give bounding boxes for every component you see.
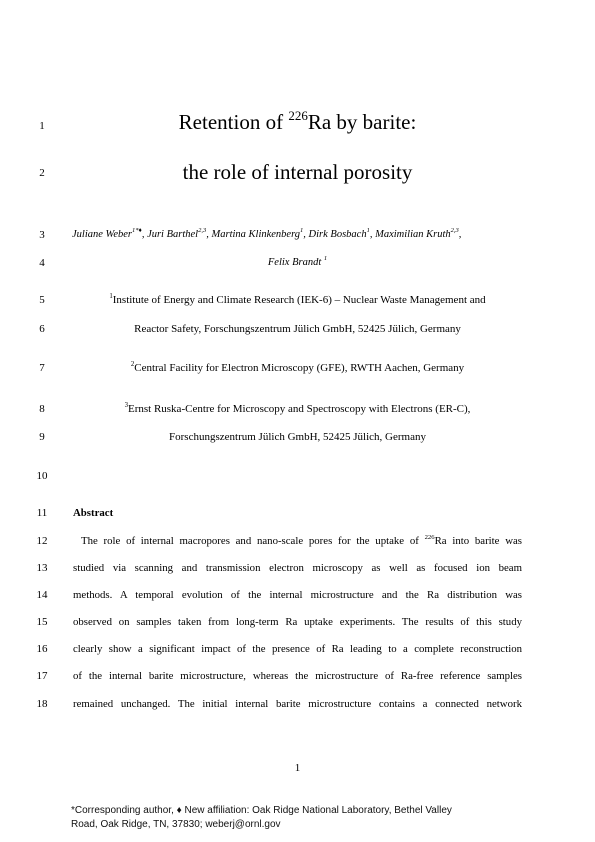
line-number: 9 — [39, 431, 45, 443]
author-list-line-1: Juliane Weber$^{1*♦}$, Juri Barthel$^{2,3}$, Martina Klinkenberg$^1$, Dirk Bosbach$^1$, Maximilian Kruth$^{2,3}$, — [72, 226, 462, 240]
abstract-line: observed on samples taken from long-term Ra uptake experiments. The results of this study — [73, 616, 522, 628]
affiliation-2: $^2$Central Facility for Electron Microscopy (GFE), RWTH Aachen, Germany — [130, 360, 465, 374]
line-number: 1 — [39, 120, 45, 132]
line-number: 17 — [36, 670, 48, 682]
line-number: 5 — [39, 294, 45, 306]
abstract-line: The role of internal macropores and nano-scale pores for the uptake of $^{226}$Ra into barite was — [81, 533, 522, 547]
line-number: 6 — [39, 323, 45, 335]
abstract-line: of the internal barite microstructure, whereas the microstructure of Ra-free reference samples — [73, 670, 522, 682]
paper-title-line-1: Retention of $^{226}$Ra by barite: — [178, 107, 417, 134]
affiliation-1-line-1: $^1$Institute of Energy and Climate Research (IEK-6) – Nuclear Waste Management and — [109, 292, 486, 306]
title-superscript: 226 — [288, 107, 308, 123]
footnote-line: Road, Oak Ridge, TN, 37830; weberj@ornl.gov — [71, 819, 281, 830]
line-number: 7 — [39, 362, 45, 374]
line-number: 18 — [36, 698, 48, 710]
page-number: 1 — [294, 762, 301, 774]
line-number: 13 — [36, 562, 48, 574]
line-number: 10 — [36, 470, 48, 482]
corresponding-author-footnote — [71, 804, 531, 832]
abstract-line: clearly show a significant impact of the presence of Ra leading to a complete reconstruction — [73, 643, 522, 655]
line-number: 11 — [36, 507, 48, 519]
line-number: 4 — [39, 257, 45, 269]
affiliation-1-line-2: Reactor Safety, Forschungszentrum Jülich GmbH, 52425 Jülich, Germany — [134, 323, 461, 335]
line-number: 15 — [36, 616, 48, 628]
abstract-line: methods. A temporal evolution of the internal microstructure and the Ra distribution was — [73, 589, 522, 601]
line-number: 2 — [39, 167, 45, 179]
line-number: 14 — [36, 589, 48, 601]
line-number: 3 — [39, 229, 45, 241]
paper-title-line-2: the role of internal porosity — [182, 160, 413, 184]
abstract-line: remained unchanged. The initial internal barite microstructure contains a connected network — [73, 698, 522, 710]
author-list-line-2: Felix Brandt $^1$ — [267, 254, 328, 268]
abstract-line: studied via scanning and transmission electron microscopy as well as focused ion beam — [73, 562, 522, 574]
line-number: 8 — [39, 403, 45, 415]
line-number: 16 — [36, 643, 48, 655]
affiliation-3-line-1: $^3$Ernst Ruska-Centre for Microscopy and Spectroscopy with Electrons (ER-C), — [124, 401, 471, 415]
affiliation-3-line-2: Forschungszentrum Jülich GmbH, 52425 Jülich, Germany — [169, 431, 426, 443]
footnote-line: *Corresponding author, ♦ New affiliation: Oak Ridge National Laboratory, Bethel Valley — [71, 805, 452, 816]
abstract-heading: Abstract — [73, 507, 114, 519]
line-number: 12 — [36, 535, 48, 547]
